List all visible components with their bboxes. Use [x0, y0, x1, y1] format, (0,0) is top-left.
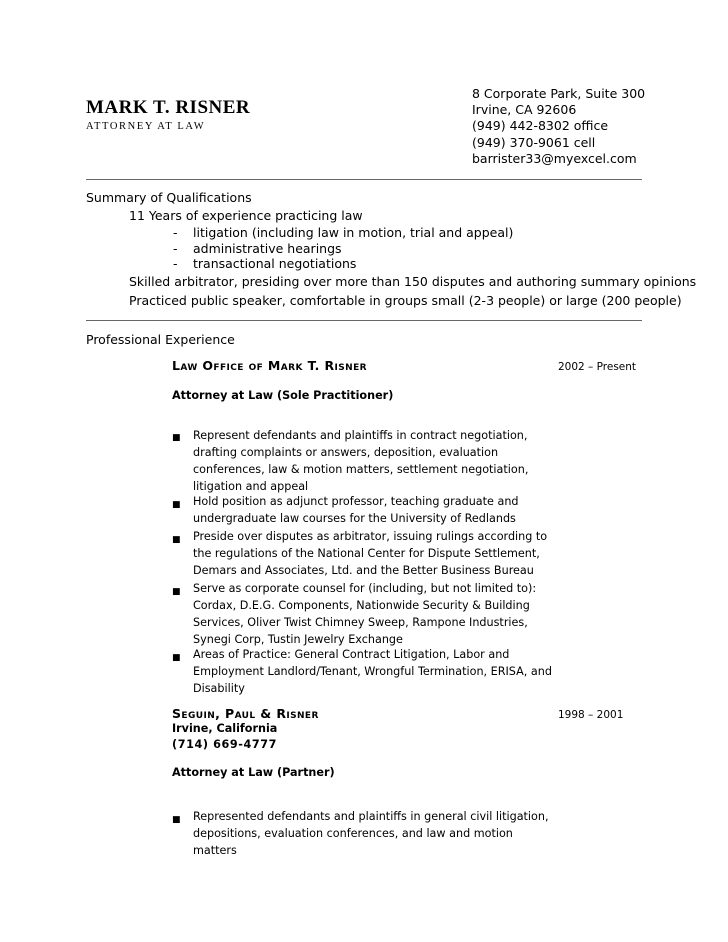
- summary-heading: Summary of Qualifications: [86, 190, 252, 205]
- resume-name: MARK T. RISNER: [86, 97, 251, 118]
- square-bullet-icon: ■: [172, 653, 181, 663]
- square-bullet-icon: ■: [172, 587, 181, 597]
- job-bullet: Preside over disputes as arbitrator, issuing rulings according to the regulations of the National Center for Dispute Settlement, Demars and Associates, Ltd. and the Better Business Bureau: [193, 530, 548, 577]
- job-bullet: Represented defendants and plaintiffs in general civil litigation, depositions, evaluation conferences, and law and motion matters: [193, 810, 549, 857]
- job-role: Attorney at Law (Partner): [172, 766, 335, 779]
- divider: [86, 320, 642, 321]
- dash-icon: -: [173, 241, 178, 256]
- summary-area: litigation (including law in motion, trial and appeal): [193, 225, 514, 240]
- contact-email: barrister33@myexcel.com: [472, 150, 637, 166]
- resume-subtitle: ATTORNEY AT LAW: [86, 121, 206, 132]
- job-dates: 2002 – Present: [558, 361, 637, 373]
- job-bullet: Represent defendants and plaintiffs in contract negotiation, drafting complaints or answers, deposition, evaluation conferences, law & motion matters, settlement negotiation, litigation and appeal: [193, 429, 529, 493]
- square-bullet-icon: ■: [172, 433, 181, 443]
- summary-arbitrator: Skilled arbitrator, presiding over more than 150 disputes and authoring summary opinions: [129, 274, 697, 289]
- square-bullet-icon: ■: [172, 535, 181, 545]
- contact-office-phone: (949) 442-8302 office: [472, 118, 609, 134]
- square-bullet-icon: ■: [172, 500, 181, 510]
- job-firm: Seguin, Paul & Risner: [172, 706, 319, 721]
- summary-speaker: Practiced public speaker, comfortable in groups small (2-3 people) or large (200 people): [129, 293, 682, 308]
- job-bullet: Areas of Practice: General Contract Litigation, Labor and Employment Landlord/Tenant, Wrongful Termination, ERISA, and Disability: [193, 648, 552, 695]
- dash-icon: -: [173, 256, 178, 271]
- contact-street: 8 Corporate Park, Suite 300: [472, 86, 646, 101]
- dash-icon: -: [173, 225, 178, 240]
- divider: [86, 179, 642, 180]
- summary-years: 11 Years of experience practicing law: [129, 208, 363, 223]
- job-firm: Law Office of Mark T. Risner: [172, 358, 367, 373]
- contact-block: [472, 86, 645, 167]
- contact-cell-phone: (949) 370-9061 cell: [472, 134, 596, 150]
- square-bullet-icon: ■: [172, 815, 181, 825]
- contact-city: Irvine, CA 92606: [472, 102, 577, 118]
- job-dates: 1998 – 2001: [558, 709, 624, 721]
- summary-area: administrative hearings: [193, 241, 342, 256]
- experience-heading: Professional Experience: [86, 332, 235, 347]
- job-bullet: Serve as corporate counsel for (including, but not limited to): Cordax, D.E.G. Components, Nationwide Security & Building Services, Oliver Twist Chimney Sweep, Rampone Industries, Synegi Corp, Tustin Jewelry Exchange: [193, 582, 537, 646]
- job-bullet: Hold position as adjunct professor, teaching graduate and undergraduate law courses for the University of Redlands: [193, 495, 519, 525]
- job-role: Attorney at Law (Sole Practitioner): [172, 389, 394, 402]
- job-location: Irvine, California: [172, 722, 278, 735]
- job-phone: (714) 669-4777: [172, 738, 278, 751]
- summary-area: transactional negotiations: [193, 256, 357, 271]
